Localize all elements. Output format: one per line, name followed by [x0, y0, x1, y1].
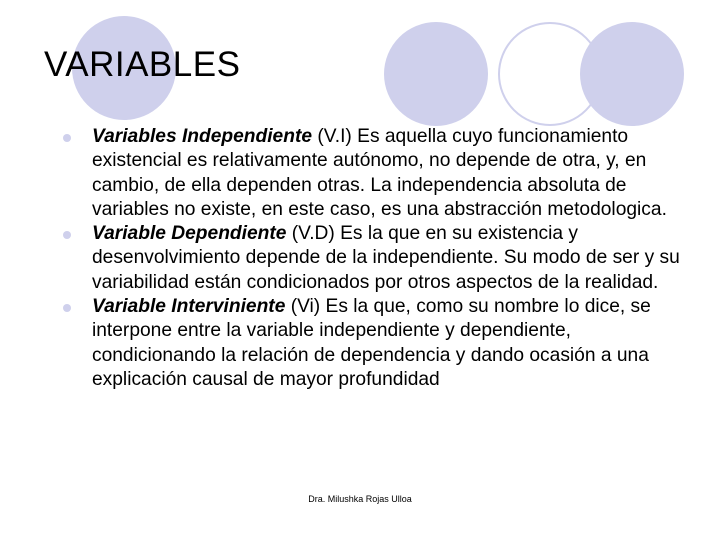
bullet-item-independiente: [58, 125, 698, 222]
footer-author: Dra. Milushka Rojas Ulloa: [308, 494, 412, 504]
bullet-text: Es aquella cuyo funcionamiento existencial es relativamente autónomo, no depende de otra, y, en cambio, de ella dependen otras. La independencia absoluta de variables no existe, en este caso, es una abstracción metodologica.: [92, 126, 667, 220]
bullet-term: Variables Independiente: [92, 126, 313, 147]
bullet-list: [58, 125, 698, 392]
bullet-dot-icon: [63, 134, 71, 142]
bullet-dot-icon: [63, 231, 71, 239]
decorative-circle-2: [384, 22, 488, 126]
decorative-circle-4: [580, 22, 684, 126]
bullet-text: Es la que en su existencia y desenvolvimiento depende de la independiente. Su modo de ser y su variabilidad están condicionados por otros aspectos de la realidad.: [92, 223, 680, 293]
bullet-term: Variable Dependiente: [92, 223, 287, 245]
bullet-item-dependiente: [58, 222, 698, 295]
bullet-text: Es la que, como su nombre lo dice, se interpone entre la variable independiente y dependiente, condicionando la relación de dependencia y dando ocasión a una explicación causal de mayor profundidad: [92, 296, 651, 390]
bullet-term: Variable Interviniente: [92, 296, 286, 318]
bullet-abbr: (V.I): [312, 126, 352, 147]
bullet-abbr: (Vi): [285, 296, 321, 318]
slide-title: VARIABLES: [44, 45, 241, 84]
bullet-dot-icon: [63, 304, 71, 312]
bullet-abbr: (V.D): [286, 223, 335, 245]
bullet-item-interviniente: [58, 295, 698, 392]
